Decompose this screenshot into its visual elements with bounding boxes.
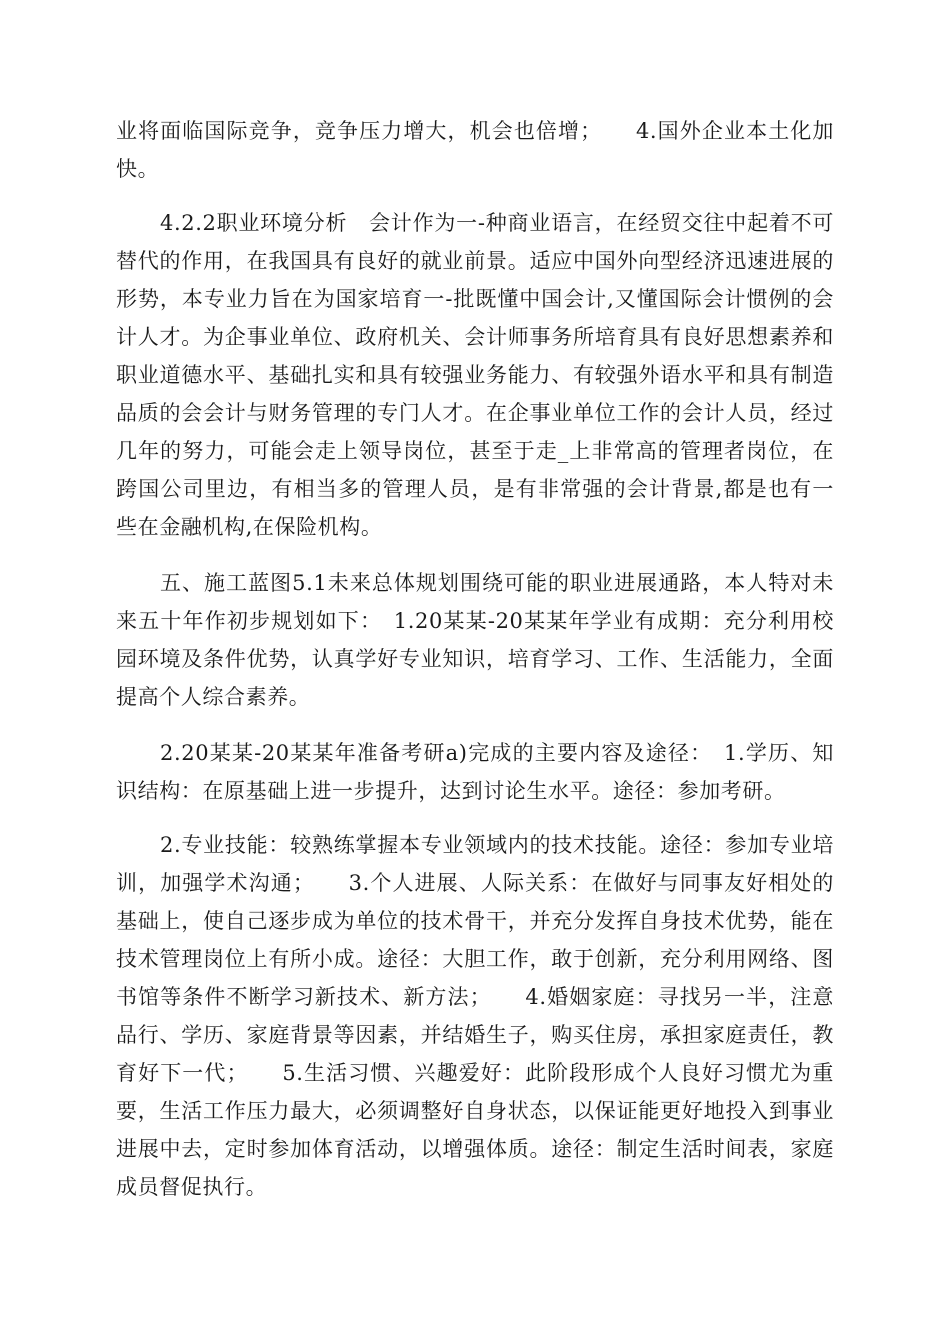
paragraph-construction-blueprint: 五、施工蓝图5.1未来总体规划围绕可能的职业进展通路，本人特对未来五十年作初步规划如下： 1.20某某-20某某年学业有成期：充分利用校园环境及条件优势，认真学好专业知识，培育学习、工作、生活能力，全面提高个人综合素养。 [116,571,834,709]
paragraph-graduate-exam-plan: 2.20某某-20某某年准备考研a)完成的主要内容及途径： 1.学历、知识结构：在原基础上进一步提升，达到讨论生水平。途径：参加考研。 [116,741,834,803]
paragraph-continuation: 业将面临国际竞争，竞争压力增大，机会也倍增； 4.国外企业本土化加快。 [116,119,834,181]
paragraph-career-environment: 4.2.2职业环境分析 会计作为一-种商业语言，在经贸交往中起着不可替代的作用，在我国具有良好的就业前景。适应中国外向型经济迅速进展的形势，本专业力旨在为国家培育一-批既懂中国会计,又懂国际会计惯例的会计人才。为企事业单位、政府机关、会计师事务所培育具有良好思想素养和职业道德水平、基础扎实和具有较强业务能力、有较强外语水平和具有制造品质的会会计与财务管理的专门人才。在企事业单位工作的会计人员，经过几年的努力，可能会走上领导岗位，甚至于走_上非常高的管理者岗位，在跨国公司里边，有相当多的管理人员，是有非常强的会计背景,都是也有一些在金融机构,在保险机构。 [116,211,834,539]
paragraph-professional-skills: 2.专业技能：较熟练掌握本专业领域内的技术技能。途径：参加专业培训，加强学术沟通； 3.个人进展、人际关系：在做好与同事友好相处的基础上，使自己逐步成为单位的技术骨干，并充分发挥自身技术优势，能在技术管理岗位上有所小成。途径：大胆工作，敢于创新，充分利用网络、图书馆等条件不断学习新技术、新方法； 4.婚姻家庭：寻找另一半，注意品行、学历、家庭背景等因素，并结婚生子，购买住房，承担家庭责任，教育好下一代； 5.生活习惯、兴趣爱好：此阶段形成个人良好习惯尤为重要，生活工作压力最大，必须调整好自身状态，以保证能更好地投入到事业进展中去，定时参加体育活动，以增强体质。途径：制定生活时间表，家庭成员督促执行。 [116,833,834,1199]
